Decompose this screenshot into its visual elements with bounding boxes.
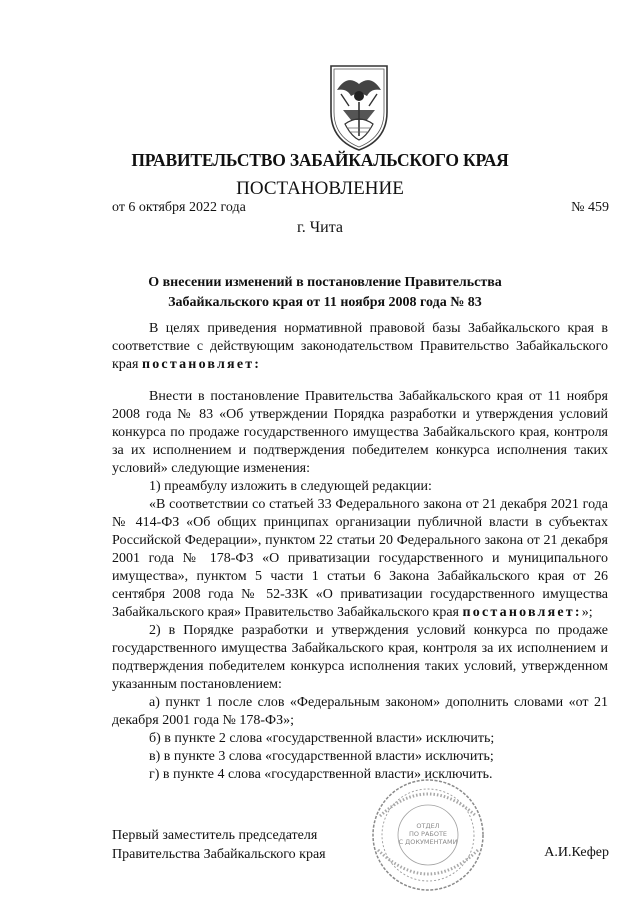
document-city: г. Чита bbox=[296, 219, 343, 236]
document-number: № 459 bbox=[571, 200, 609, 215]
list-item: б) в пункте 2 слова «государственной власти» исключить; bbox=[149, 731, 495, 746]
body-paragraph: 1) преамбулу изложить в следующей редакции: bbox=[149, 479, 432, 494]
subject-line: О внесении изменений в постановление Правительства bbox=[148, 275, 502, 290]
body-paragraph: 2) в Порядке разработки и утверждения условий конкурса по продаже государственного имущества Забайкальского края, контроля за их исполнением и подтверждения победителем конкурса исполнения таких условий, утвержденном указанным постановлением: bbox=[112, 623, 608, 692]
stamp-text: С ДОКУМЕНТАМИ bbox=[398, 838, 458, 846]
subject-line: Забайкальского края от 11 ноября 2008 года № 83 bbox=[168, 295, 482, 310]
organization-title: ПРАВИТЕЛЬСТВО ЗАБАЙКАЛЬСКОГО КРАЯ bbox=[131, 150, 509, 170]
coat-of-arms-icon bbox=[323, 62, 395, 152]
list-item: а) пункт 1 после слов «Федеральным законом» дополнить словами «от 21 декабря 2001 года № 178-ФЗ»; bbox=[112, 695, 608, 728]
list-item: в) в пункте 3 слова «государственной власти» исключить; bbox=[149, 749, 494, 764]
preamble-paragraph: В целях приведения нормативной правовой базы Забайкальского края в соответствие с действующим законодательством Правительство Забайкальского края постановляет: bbox=[112, 321, 608, 372]
document-type: ПОСТАНОВЛЕНИЕ bbox=[236, 178, 404, 199]
quoted-paragraph: «В соответствии со статьей 33 Федерального закона от 21 декабря 2021 года № 414-ФЗ «Об общих принципах организации публичной власти в субъектах Российской Федерации», пунктом 22 статьи 20 Федерального закона от 21 декабря 2001 года № 178-ФЗ «О приватизации государственного и муниципального имущества», пунктом 5 части 1 статьи 6 Закона Забайкальского края от 26 сентября 2008 года № 52-ЗЗК «О приватизации государственного имущества Забайкальского края» Правительство Забайкальского края постановляет:»; bbox=[112, 497, 608, 620]
document-date: от 6 октября 2022 года bbox=[112, 200, 246, 215]
body-paragraph: Внести в постановление Правительства Забайкальского края от 11 ноября 2008 года № 83 «Об утверждении Порядка разработки и утверждения условий конкурса по продаже государственного имущества Забайкальского края, контроля за их исполнением и подтверждения победителем конкурса исполнения таких условий» следующие изменения: bbox=[112, 389, 608, 476]
document-body bbox=[112, 320, 608, 784]
signer-name: А.И.Кефер bbox=[544, 845, 609, 860]
stamp-text: ПО РАБОТЕ bbox=[408, 830, 448, 838]
stamp-text: ОТДЕЛ bbox=[416, 822, 440, 830]
signer-position: Первый заместитель председателя Правительства Забайкальского края bbox=[112, 828, 326, 862]
list-item: г) в пункте 4 слова «государственной власти» исключить. bbox=[149, 767, 493, 782]
emphasis-text: постановляет: bbox=[141, 357, 262, 372]
official-stamp bbox=[368, 776, 488, 894]
emphasis-text: постановляет: bbox=[462, 605, 582, 620]
document-subject bbox=[100, 273, 550, 313]
